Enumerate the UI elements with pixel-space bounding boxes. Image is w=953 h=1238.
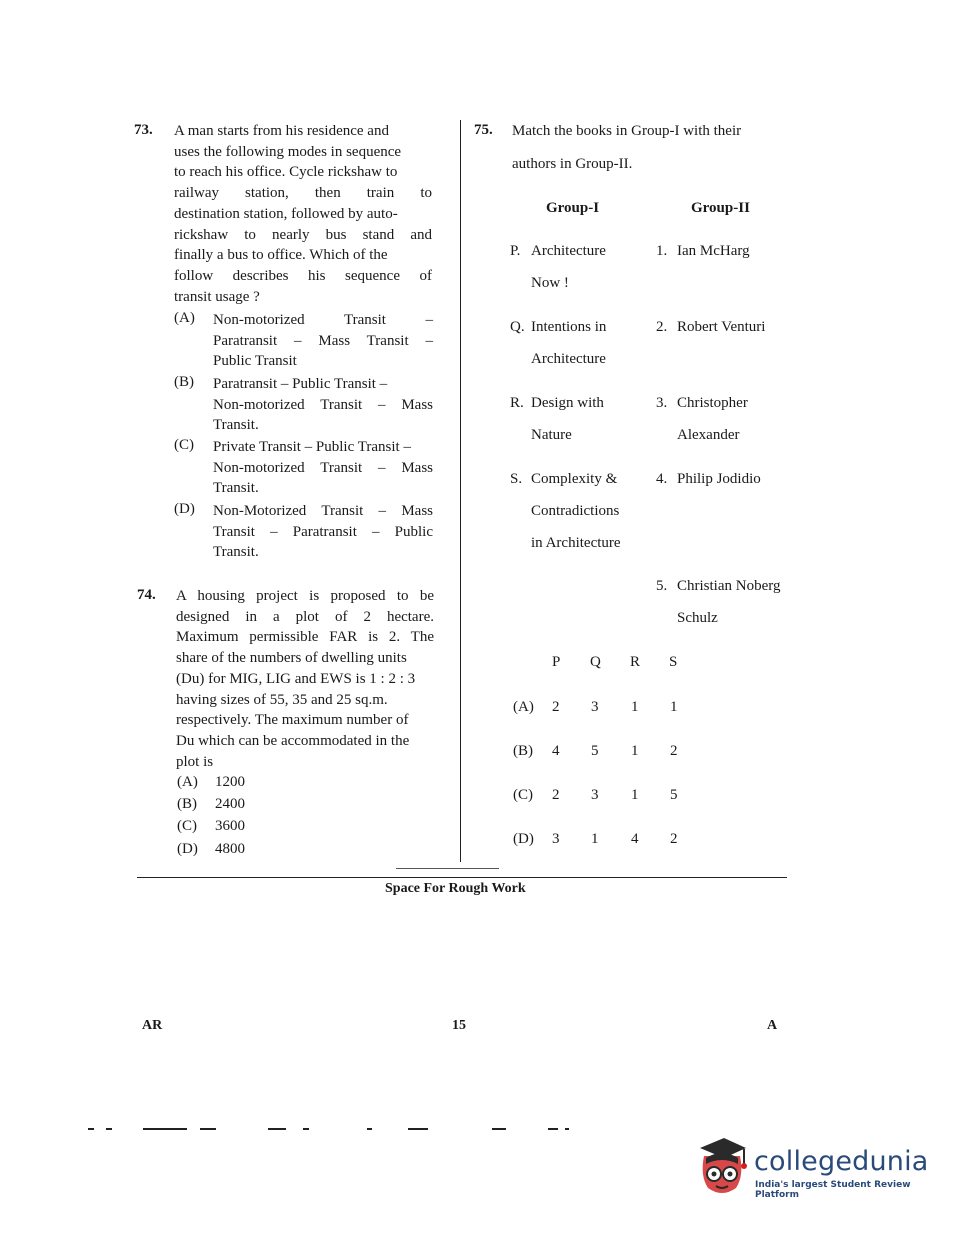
section-end-rule	[396, 868, 499, 869]
option-text: 1200	[215, 774, 245, 790]
item-label: 1.	[656, 243, 668, 259]
question-text-line: Match the books in Group-I with their	[512, 123, 742, 139]
answer-cell: 3	[552, 831, 560, 847]
scan-mark	[200, 1128, 216, 1130]
answer-cell: 2	[552, 787, 560, 803]
answer-cell: 5	[591, 743, 599, 759]
scan-mark	[143, 1128, 187, 1130]
option-label: (D)	[174, 501, 195, 517]
text-line: Paratransit – Mass Transit –	[213, 332, 433, 349]
item-label: Q.	[510, 319, 525, 335]
question-number: 73.	[134, 122, 153, 138]
question-number: 74.	[137, 587, 156, 603]
item-label: 3.	[656, 395, 668, 411]
item-text: Christopher	[677, 395, 748, 411]
rough-work-rule	[137, 877, 787, 878]
item-text: Architecture	[531, 351, 606, 367]
option-text	[213, 310, 433, 372]
rough-work-label: Space For Rough Work	[385, 881, 526, 896]
item-label: S.	[510, 471, 523, 487]
text-line: finally a bus to office. Which of the	[174, 247, 388, 264]
option-label: (A)	[513, 699, 534, 715]
answer-cell: 2	[552, 699, 560, 715]
question-text	[176, 586, 434, 772]
text-line: Non-motorized Transit – Mass	[213, 459, 433, 476]
answer-cell: 4	[552, 743, 560, 759]
option-label: (B)	[513, 743, 533, 759]
item-text: Design with	[531, 395, 604, 411]
item-text: in Architecture	[531, 535, 621, 551]
item-text: Nature	[531, 427, 572, 443]
scan-mark	[565, 1128, 569, 1130]
brand-name: collegedunia	[754, 1146, 929, 1177]
option-text: 2400	[215, 796, 245, 812]
text-line: A housing project is proposed to be	[176, 588, 434, 604]
answer-cell: 1	[591, 831, 599, 847]
page-number: 15	[452, 1018, 466, 1033]
scan-mark	[106, 1128, 112, 1130]
scan-mark	[367, 1128, 372, 1130]
item-label: 4.	[656, 471, 668, 487]
answer-cell: 3	[591, 787, 599, 803]
item-label: P.	[510, 243, 521, 259]
answer-cell: 1	[631, 699, 639, 715]
text-line: Transit.	[213, 480, 259, 497]
text-line: plot is	[176, 753, 214, 770]
header-cell: R	[630, 654, 641, 670]
text-line: to reach his office. Cycle rickshaw to	[174, 164, 398, 181]
item-text: Robert Venturi	[677, 319, 766, 335]
item-text: Schulz	[677, 610, 718, 626]
answer-cell: 5	[670, 787, 678, 803]
item-text: Philip Jodidio	[677, 471, 761, 487]
item-text: Intentions in	[531, 319, 607, 335]
text-line: Transit.	[213, 417, 259, 434]
scan-mark	[408, 1128, 428, 1130]
option-label: (A)	[177, 774, 198, 790]
option-text	[213, 374, 433, 436]
text-line: uses the following modes in sequence	[174, 143, 402, 160]
text-line: respectively. The maximum number of	[176, 712, 409, 729]
text-line: Transit.	[213, 544, 259, 561]
scan-mark	[88, 1128, 94, 1130]
text-line: having sizes of 55, 35 and 25 sq.m.	[176, 691, 388, 708]
group-1-heading: Group-I	[546, 200, 600, 216]
text-line: Du which can be accommodated in the	[176, 732, 410, 749]
option-text: 4800	[215, 841, 245, 857]
group-2-heading: Group-II	[691, 200, 750, 216]
item-text: Alexander	[677, 427, 740, 443]
item-text: Ian McHarg	[677, 243, 750, 259]
text-line: designed in a plot of 2 hectare.	[176, 608, 434, 625]
option-label: (A)	[174, 310, 195, 326]
header-cell: P	[552, 654, 561, 670]
text-line: rickshaw to nearly bus stand and	[174, 226, 432, 243]
text-line: transit usage ?	[174, 288, 260, 305]
answer-cell: 2	[670, 831, 678, 847]
item-label: 5.	[656, 578, 668, 594]
option-text	[213, 437, 433, 499]
answer-cell: 4	[631, 831, 639, 847]
question-text	[174, 121, 432, 307]
text-line: Private Transit – Public Transit –	[213, 439, 411, 455]
answer-cell: 3	[591, 699, 599, 715]
text-line: Public Transit	[213, 353, 297, 370]
text-line: Paratransit – Public Transit –	[213, 376, 388, 392]
mascot-icon	[694, 1136, 750, 1198]
brand-tagline: India's largest Student Review Platform	[755, 1180, 911, 1200]
column-divider	[460, 120, 461, 862]
scan-mark	[492, 1128, 506, 1130]
scan-mark	[548, 1128, 558, 1130]
text-line: Non-motorized Transit –	[213, 312, 433, 328]
option-text	[213, 501, 433, 563]
option-label: (D)	[513, 831, 534, 847]
footer-left: AR	[142, 1018, 163, 1033]
item-label: 2.	[656, 319, 668, 335]
item-text: Now !	[531, 275, 569, 291]
answer-cell: 1	[670, 699, 678, 715]
option-label: (C)	[513, 787, 533, 803]
footer-right: A	[767, 1018, 778, 1033]
text-line: A man starts from his residence and	[174, 123, 389, 139]
option-label: (B)	[177, 796, 197, 812]
scan-mark	[268, 1128, 286, 1130]
answer-cell: 2	[670, 743, 678, 759]
text-line: (Du) for MIG, LIG and EWS is 1 : 2 : 3	[176, 670, 416, 687]
text-line: destination station, followed by auto-	[174, 205, 398, 222]
option-label: (C)	[174, 437, 194, 453]
question-number: 75.	[474, 122, 493, 138]
scan-mark	[303, 1128, 309, 1130]
item-text: Christian Noberg	[677, 578, 781, 594]
item-text: Architecture	[531, 243, 606, 259]
answer-cell: 1	[631, 743, 639, 759]
option-label: (C)	[177, 818, 197, 834]
header-cell: Q	[590, 654, 601, 670]
answer-cell: 1	[631, 787, 639, 803]
text-line: Maximum permissible FAR is 2. The	[176, 629, 434, 646]
item-text: Contradictions	[531, 503, 620, 519]
text-line: railway station, then train to	[174, 185, 432, 202]
header-cell: S	[669, 654, 678, 670]
text-line: Non-motorized Transit – Mass	[213, 396, 433, 413]
text-line: Non-Motorized Transit – Mass	[213, 503, 433, 519]
option-text: 3600	[215, 818, 245, 834]
text-line: follow describes his sequence of	[174, 267, 432, 284]
text-line: share of the numbers of dwelling units	[176, 650, 407, 667]
option-label: (D)	[177, 841, 198, 857]
question-text-line: authors in Group-II.	[512, 156, 633, 172]
item-label: R.	[510, 395, 524, 411]
text-line: Transit – Paratransit – Public	[213, 523, 433, 540]
item-text: Complexity &	[531, 471, 618, 487]
option-label: (B)	[174, 374, 194, 390]
